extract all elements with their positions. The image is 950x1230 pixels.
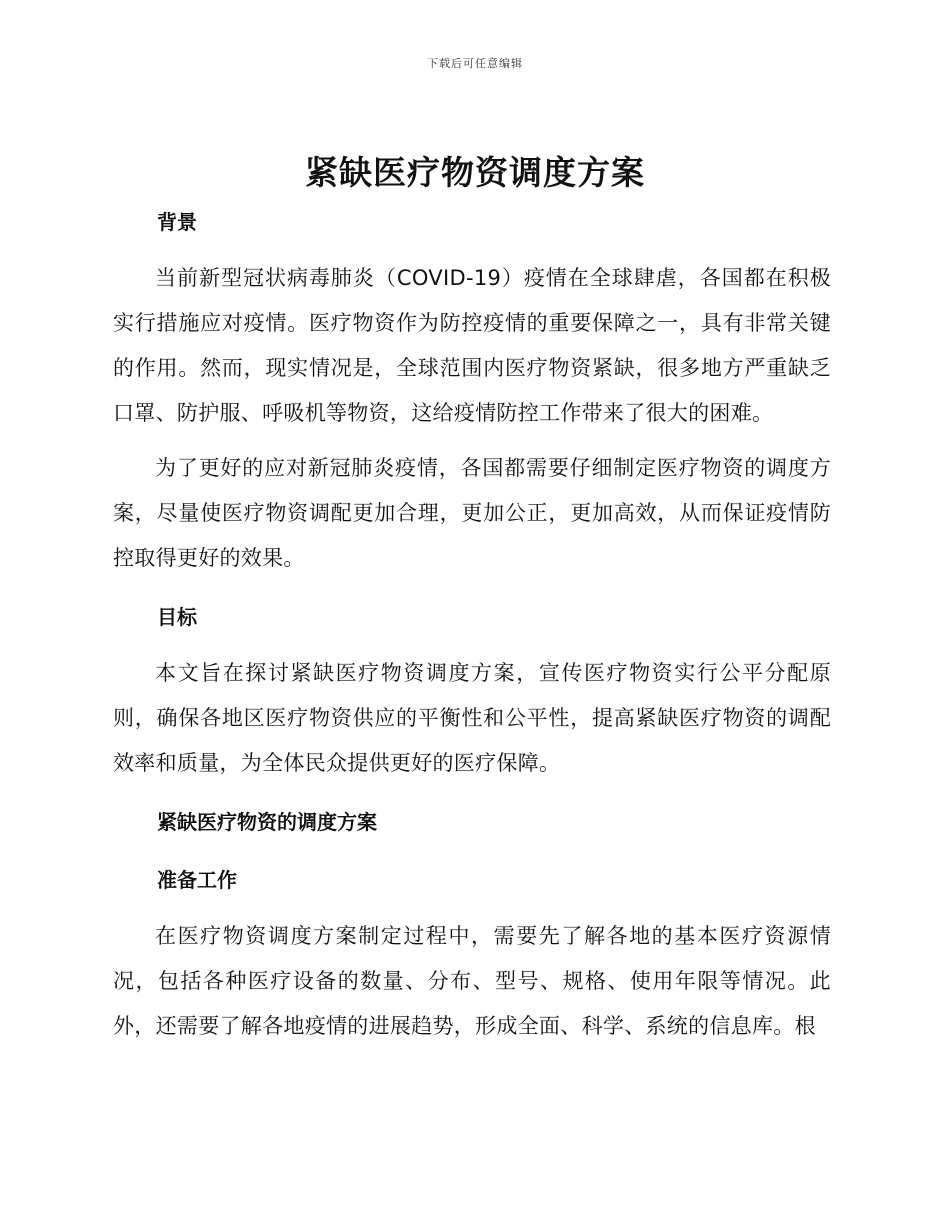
paragraph-goal-1: 本文旨在探讨紧缺医疗物资调度方案，宣传医疗物资实行公平分配原则，确保各地区医疗物资供应的平衡性和公平性，提高紧缺医疗物资的调配效率和质量，为全体民众提供更好的医疗保障。 <box>113 661 831 775</box>
paragraph-background-1: 当前新型冠状病毒肺炎（COVID-19）疫情在全球肆虐，各国都在积极实行措施应对疫情。医疗物资作为防控疫情的重要保障之一，具有非常关键的作用。然而，现实情况是，全球范围内医疗物资紧缺，很多地方严重缺乏口罩、防护服、呼吸机等物资，这给疫情防控工作带来了很大的困难。 <box>113 266 831 425</box>
paragraph-background-2: 为了更好的应对新冠肺炎疫情，各国都需要仔细制定医疗物资的调度方案，尽量使医疗物资调配更加合理，更加公正，更加高效，从而保证疫情防控取得更好的效果。 <box>113 456 831 570</box>
section-heading-background: 背景 <box>157 210 197 234</box>
section-heading-plan: 紧缺医疗物资的调度方案 <box>157 810 377 834</box>
section-heading-goal: 目标 <box>157 605 197 629</box>
document-title: 紧缺医疗物资调度方案 <box>305 153 645 192</box>
document-body <box>113 200 831 1049</box>
section-heading-preparation: 准备工作 <box>157 868 237 892</box>
header-note: 下载后可任意编辑 <box>427 57 523 70</box>
paragraph-preparation-1: 在医疗物资调度方案制定过程中，需要先了解各地的基本医疗资源情况，包括各种医疗设备的数量、分布、型号、规格、使用年限等情况。此外，还需要了解各地疫情的进展趋势，形成全面、科学、系统的信息库。根 <box>113 924 831 1038</box>
